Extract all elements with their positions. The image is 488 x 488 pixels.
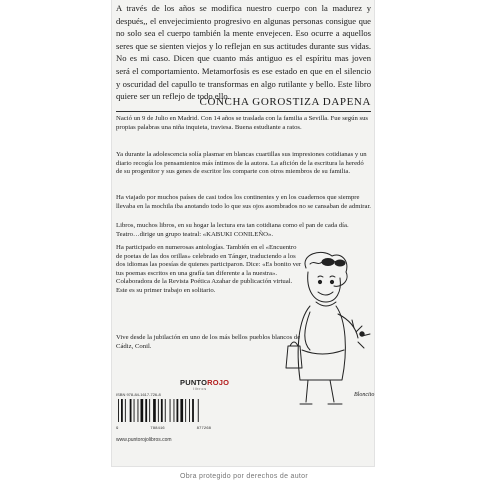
- barcode-bar: [145, 399, 147, 422]
- barcode-bar: [180, 399, 183, 422]
- copyright-notice: Obra protegido por derechos de autor: [180, 473, 308, 480]
- barcode-bar: [125, 399, 126, 422]
- barcode-bar: [174, 399, 175, 422]
- bio-paragraph-5: Ha participado en numerosas antologías. También en el «Encuentro de poetas de las dos orillas» celebrado en Tánger, traduciendo a los dos idiomas las poesías de quienes participaron. Dice: «Es bonito ver tus poemas escritos en una grafía tan diferente a la nuestra». Colaboradora de la Revista Poética Azahar de publicación virtual. Este es su primer trabajo en solitario.: [116, 244, 302, 294]
- barcode-bar: [153, 399, 156, 422]
- barcode-bar: [130, 399, 132, 422]
- isbn-block: [116, 392, 211, 431]
- barcode-bar: [158, 399, 159, 422]
- barcode-bar: [198, 399, 199, 422]
- publisher-subtitle: libros: [192, 387, 208, 391]
- barcode: [116, 399, 208, 422]
- barcode-bar: [149, 399, 150, 422]
- isbn-text: ISBN 978-84-1617-726-8: [116, 392, 161, 397]
- publisher-brand-left: PUNTO: [180, 378, 208, 387]
- barcode-bar: [177, 399, 179, 422]
- bio-paragraph-2: Ya durante la adolescencia solía plasmar en blancas cuartillas sus impresiones cotidianas y un diario recogía los pensamientos más íntimos de la autora. La afición de la escritura la heredó de su progenitor y sus genes de escritor los comparte con otros miembros de su familia.: [116, 151, 367, 176]
- barcode-bar: [192, 399, 194, 422]
- intro-paragraph: A través de los años se modifica nuestro cuerpo con la madurez y después,, el envejecimiento progresivo en algunas personas consigue que no solo sea el cuerpo también la mente envejecen. Eso ocurre a aquellos seres que se sienten viejos y lo reflejan en sus actitudes durante sus vidas. No es mi caso. Dicen que cuanto más antiguo es el espíritu mas joven será el comportamiento. Metamorfosis es ese estado en que en el silencio y oscuridad del capullo te transformas en algo rutilante y bello. Este libro quiere ser un reflejo de todo ello.: [116, 3, 371, 102]
- author-caricature-illustration: [270, 250, 375, 420]
- barcode-bar: [118, 399, 119, 422]
- author-underline: [116, 111, 371, 112]
- barcode-digits-left: 788416: [150, 427, 165, 431]
- barcode-bar: [141, 399, 144, 422]
- barcode-bar: [189, 399, 190, 422]
- barcode-bar: [134, 399, 135, 422]
- barcode-bar: [185, 399, 186, 422]
- publisher-website: www.puntorojolibros.com: [116, 437, 172, 443]
- barcode-bar: [170, 399, 171, 422]
- barcode-bar: [121, 399, 123, 422]
- bio-paragraph-6: Vive desde la jubilación en uno de los más bellos pueblos blancos de Cádiz, Conil.: [116, 334, 301, 350]
- bio-paragraph-3: Ha viajado por muchos países de casi todos los continentes y en los cuadernos que siempre llevaba en la mochila iba anotando todo lo que sus ojos asombrados no se cansaban de admirar.: [116, 194, 371, 210]
- barcode-bar: [161, 399, 163, 422]
- publisher-logo: [180, 378, 230, 391]
- bio-paragraph-4: Libros, muchos libros, en su hogar la lectura era tan cotidiana como el pan de cada día. Teatro…dirige un grupo teatral: «KABUKI CONILEÑO».: [116, 222, 349, 238]
- barcode-digit-lead: 9: [116, 427, 119, 431]
- publisher-brand-right: ROJO: [207, 378, 230, 387]
- barcode-bar: [165, 399, 166, 422]
- illustrator-signature: Bloncito: [354, 392, 375, 398]
- author-name: CONCHA GOROSTIZA DAPENA: [199, 96, 371, 108]
- bio-paragraph-1: Nació un 9 de Julio en Madrid. Con 14 años se traslada con la familia a Sevilla. Fue según sus propias palabras una niña inquieta, traviesa. Buena estudiante a ratos.: [116, 115, 369, 131]
- barcode-digits-right: 877268: [196, 427, 211, 431]
- barcode-bar: [138, 399, 139, 422]
